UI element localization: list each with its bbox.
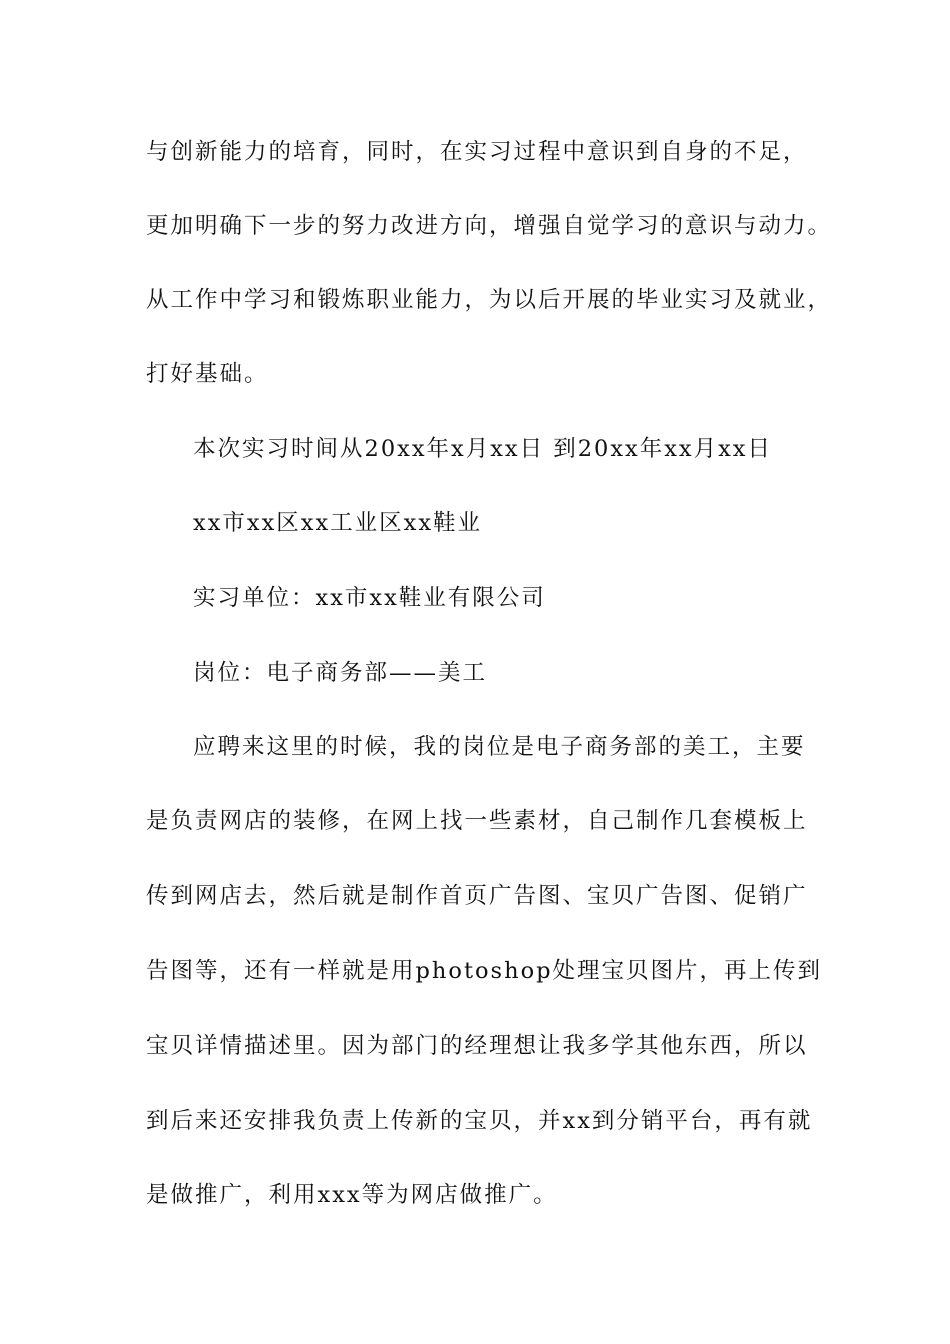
paragraph-first-line: 岗位：电子商务部——美工 — [193, 660, 488, 686]
paragraph-first-line: 应聘来这里的时候，我的岗位是电子商务部的美工，主要 — [193, 734, 806, 760]
paragraph-first-line: 本次实习时间从20xx年x月xx日 到20xx年xx月xx日 — [193, 436, 772, 462]
paragraph-first-line: 实习单位：xx市xx鞋业有限公司 — [193, 585, 546, 611]
text-line: 宝贝详情描述里。因为部门的经理想让我多学其他东西，所以 — [146, 1033, 808, 1059]
text-line: 从工作中学习和锻炼职业能力，为以后开展的毕业实习及就业， — [146, 287, 833, 313]
paragraph-first-line: xx市xx区xx工业区xx鞋业 — [193, 510, 483, 536]
text-line: 更加明确下一步的努力改进方向，增强自觉学习的意识与动力。 — [146, 213, 833, 239]
text-line: 打好基础。 — [146, 361, 269, 387]
text-line: 告图等，还有一样就是用photoshop处理宝贝图片，再上传到 — [146, 958, 823, 984]
text-line: 传到网店去，然后就是制作首页广告图、宝贝广告图、促销广 — [146, 883, 808, 909]
text-line: 是做推广，利用xxx等为网店做推广。 — [146, 1182, 558, 1208]
text-line: 是负责网店的装修，在网上找一些素材，自己制作几套模板上 — [146, 808, 808, 834]
text-line: 到后来还安排我负责上传新的宝贝，并xx到分销平台，再有就 — [146, 1108, 813, 1134]
text-line: 与创新能力的培育，同时，在实习过程中意识到自身的不足， — [146, 139, 808, 165]
